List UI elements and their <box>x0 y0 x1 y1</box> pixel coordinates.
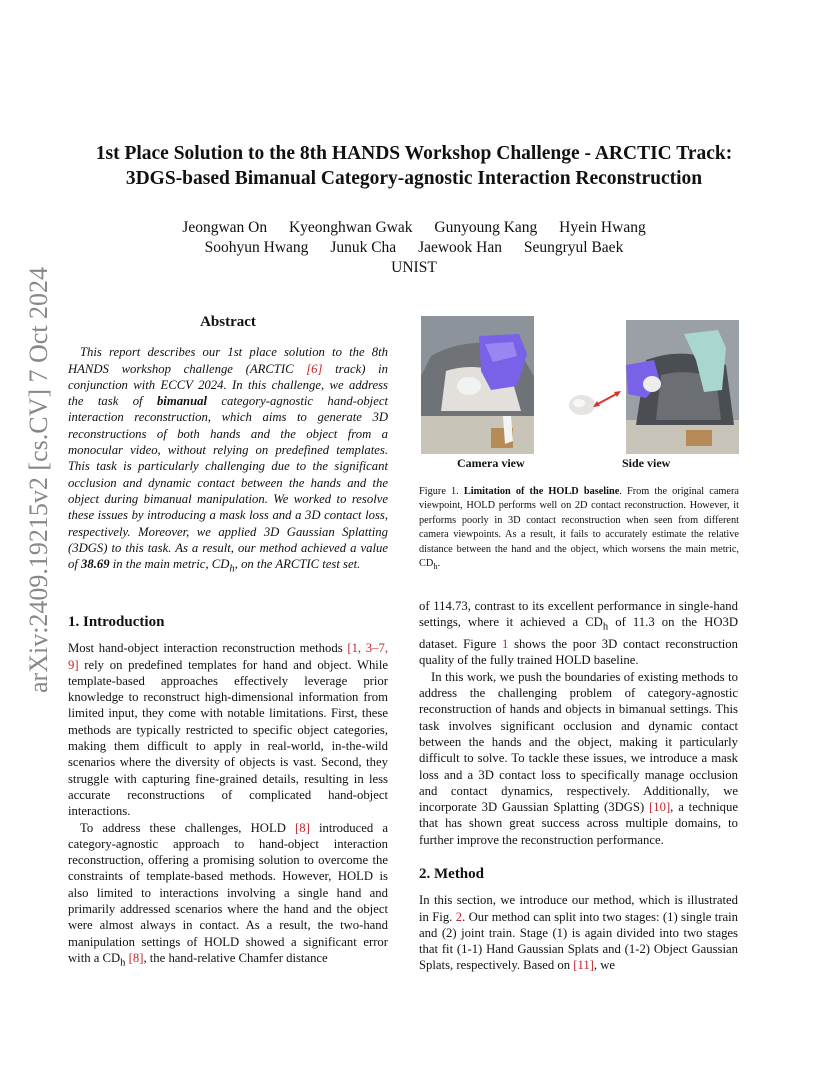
camera-view-illustration <box>421 316 534 454</box>
author-name: Kyeonghwan Gwak <box>288 219 413 236</box>
figure-1-labels <box>421 456 741 474</box>
author-name: Soohyun Hwang <box>204 239 309 256</box>
affiliation: UNIST <box>391 259 437 276</box>
citation-link[interactable]: [8] <box>128 950 144 965</box>
abstract-heading: Abstract <box>200 314 256 330</box>
authors-row-1 <box>60 218 768 238</box>
distance-arrow-icon <box>593 388 621 410</box>
citation-link[interactable]: [1, 3–7, 9] <box>68 641 388 672</box>
left-column <box>68 314 388 972</box>
figure-1-caption: Figure 1. Limitation of the HOLD baseline. From the original camera viewpoint, HOLD performs well on 2D contact reconstruction. However, it performs poorly in 3D contact reconstruction when seen from different camera viewpoints. As a result, it fails to accurately estimate the relative distance between the hand and the object, which worsens the main metric, $CD_h$. <box>419 486 739 572</box>
author-name: Jaewook Han <box>418 239 502 256</box>
intro-paragraph: To address these challenges, HOLD [8] introduced a category-agnostic approach to hand-object interaction reconstruction, offering a promising solution to overcome the constraints of template-based methods. However, HOLD is also limited to interactions involving a single hand and primarily addressed scenarios where the hand and the object were almost always in contact. As a result, the two-hand manipulation settings of HOLD showed a significant error with a $CD_h$ [8], the hand-relative Chamfer distance <box>68 820 389 969</box>
camera-view-image <box>421 316 534 454</box>
figure-link[interactable]: 1 <box>502 637 509 652</box>
citation-link[interactable]: [6] <box>306 361 323 376</box>
method-heading: 2. Method <box>419 865 484 882</box>
intro-paragraph: Most hand-object interaction reconstruction methods [1, 3–7, 9] rely on predefined templates for hand and object. While template-based approaches effectively leverage prior knowledge to reconstruct high-dimensional information from limited input, they come with notable limitations. First, these methods are typically restricted to specific object categories, making them difficult to apply in real-world, in-the-wild scenarios where the diversity of objects is vast. Second, they struggle with capturing fine-grained details, resulting in less accurate reconstructions of complicated hand-object interactions. <box>68 641 388 819</box>
title-line-1: 1st Place Solution to the 8th HANDS Workshop Challenge - ARCTIC Track: <box>95 143 733 164</box>
side-view-label: Side view <box>622 456 671 470</box>
paper-title <box>60 141 768 191</box>
title-line-2: 3DGS-based Bimanual Category-agnostic Interaction Reconstruction <box>125 168 703 189</box>
author-block <box>60 218 768 278</box>
citation-link[interactable]: [11] <box>573 958 594 973</box>
figure-1 <box>421 316 741 456</box>
authors-row-2 <box>60 238 768 258</box>
intro-paragraph: of 114.73, contrast to its excellent performance in single-hand settings, where it achieved a $CD_h$ of 11.3 on the HO3D dataset. Figure 1 shows the poor 3D contact reconstruction quality of the fully trained HOLD baseline. <box>419 599 738 668</box>
citation-link[interactable]: [8] <box>295 820 310 835</box>
author-name: Gunyoung Kang <box>434 219 538 236</box>
author-name: Hyein Hwang <box>559 219 646 236</box>
citation-link[interactable]: [10] <box>649 800 671 815</box>
side-view-image <box>626 320 739 454</box>
figure-link[interactable]: 2 <box>455 909 463 924</box>
introduction-heading: 1. Introduction <box>68 613 165 630</box>
intro-paragraph: In this work, we push the boundaries of existing methods to address the challenging problem of category-agnostic reconstruction of hands and objects in bimanual settings. This task involves significant occlusion and dynamic contact between the hands and the object, making it particularly difficult to solve. To tackle these issues, we introduce a mask loss and a 3D contact loss to specifically manage occlusion and contact dynamics, respectively. Additionally, we incorporate 3D Gaussian Splatting (3DGS) [10], a technique that has shown great success across multiple domains, to further improve the reconstruction performance. <box>419 669 738 847</box>
author-name: Junuk Cha <box>330 239 397 256</box>
camera-view-label: Camera view <box>457 456 525 470</box>
arxiv-identifier: arXiv:2409.19215v2 [cs.CV] 7 Oct 2024 <box>24 266 53 693</box>
author-name: Seungryul Baek <box>523 239 624 256</box>
abstract-text: This report describes our 1st place solution to the 8th HANDS workshop challenge (ARCTIC [6] track) in conjunction with ECCV 2024. In this challenge, we address the task of bimanual category-agnostic hand-object interaction reconstruction, which aims to generate 3D reconstructions of both hands and the object from a monocular video, without relying on predefined templates. This task is particularly challenging due to the significant occlusion and dynamic contact between the hands and the object during bimanual manipulation. We worked to resolve these issues by introducing a mask loss and a 3D contact loss, respectively. Moreover, we applied 3D Gaussian Splatting (3DGS) to this task. As a result, our method achieved a value of 38.69 in the main metric, $CD_h$, on the ARCTIC test set. <box>68 345 388 575</box>
method-paragraph: In this section, we introduce our method, which is illustrated in Fig. 2. Our method can split into two stages: (1) single train and (2) joint train. Stage (1) is again divided into two stages that fit (1-1) Hand Gaussian Splats and (1-2) Object Gaussian Splats, respectively. Based on [11], we <box>419 893 738 973</box>
right-column <box>419 598 738 974</box>
author-name: Jeongwan On <box>182 219 268 236</box>
